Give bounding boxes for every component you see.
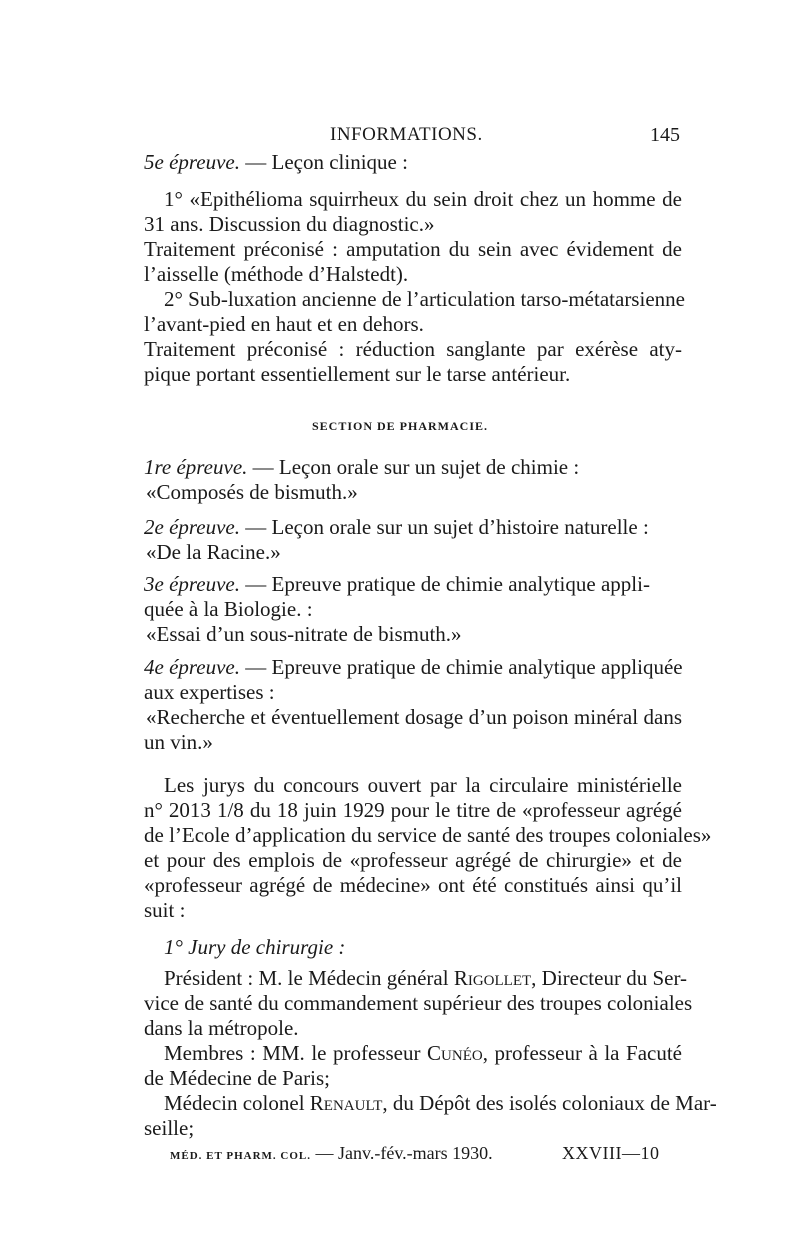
text-line: Médecin colonel Renault, du Dépôt des isolés coloniaux de Mar- [164, 1091, 717, 1115]
footer-journal: MÉD. ET PHARM. COL. — Janv.-fév.-mars 1930. [170, 1143, 493, 1163]
person-name: Renault [309, 1091, 383, 1115]
text-line: Traitement préconisé : amputation du sein avec évidement de [144, 237, 682, 261]
text-line: quée à la Biologie. : [144, 597, 313, 621]
epreuve-label: 5e épreuve. [144, 150, 240, 174]
section-title: SECTION DE PHARMACIE. [311, 419, 488, 433]
text-line: vice de santé du commandement supérieur des troupes coloniales [144, 991, 693, 1015]
text-line: Membres : MM. le professeur Cunéo, professeur à la Facuté [164, 1041, 682, 1065]
text-line: 1° «Epithélioma squirrheux du sein droit chez un homme de [164, 187, 682, 211]
page-number: 145 [650, 124, 680, 146]
text-line: 31 ans. Discussion du diagnostic.» [144, 212, 435, 236]
text-line: Les jurys du concours ouvert par la circulaire ministérielle [164, 773, 682, 797]
text-line: Traitement préconisé : réduction sanglante par exérèse aty- [144, 337, 682, 361]
jury-heading: 1° Jury de chirurgie : [164, 935, 346, 959]
quote-line: un vin.» [144, 730, 213, 754]
epreuve-label: 3e épreuve. [144, 572, 240, 596]
person-name: Cunéo [427, 1041, 483, 1065]
text-line: aux expertises : [144, 680, 275, 704]
text-line: seille; [144, 1116, 195, 1140]
epreuve-label: 4e épreuve. [144, 655, 240, 679]
quote-line: «Recherche et éventuellement dosage d’un poison minéral dans [146, 705, 682, 729]
text-line: Président : M. le Médecin général Rigollet, Directeur du Ser- [164, 966, 688, 990]
text-line: «professeur agrégé de médecine» ont été constitués ainsi qu’il [144, 873, 682, 897]
epreuve-5-heading: 5e épreuve. — Leçon clinique : [144, 150, 408, 174]
quote-line: «De la Racine.» [146, 540, 281, 564]
text-line: de l’Ecole d’application du service de santé des troupes coloniales» [144, 823, 712, 847]
running-header-title: INFORMATIONS. [330, 124, 483, 145]
text-line: suit : [144, 898, 186, 922]
text-line: l’aisselle (méthode d’Halstedt). [144, 262, 409, 286]
epreuve-4-heading: 4e épreuve. — Epreuve pratique de chimie analytique appliquée [144, 655, 683, 679]
person-name: Rigollet [453, 966, 532, 990]
quote-line: «Composés de bismuth.» [146, 480, 358, 504]
text-line: l’avant-pied en haut et en dehors. [144, 312, 424, 336]
footer-signature: XXVIII—10 [562, 1143, 660, 1163]
text-line: n° 2013 1/8 du 18 juin 1929 pour le titre de «professeur agrégé [144, 798, 682, 822]
epreuve-label: 2e épreuve. [144, 515, 240, 539]
text-line: et pour des emplois de «professeur agrégé de chirurgie» et de [144, 848, 682, 872]
epreuve-3-heading: 3e épreuve. — Epreuve pratique de chimie analytique appli- [144, 572, 650, 596]
text-line: dans la métropole. [144, 1016, 299, 1040]
text-line: pique portant essentiellement sur le tarse antérieur. [144, 362, 571, 386]
epreuve-2-heading: 2e épreuve. — Leçon orale sur un sujet d’histoire naturelle : [144, 515, 649, 539]
epreuve-1-heading: 1re épreuve. — Leçon orale sur un sujet de chimie : [144, 455, 580, 479]
text-line: 2° Sub-luxation ancienne de l’articulation tarso-métatarsienne [164, 287, 685, 311]
text-line: de Médecine de Paris; [144, 1066, 331, 1090]
epreuve-label: 1re épreuve. [144, 455, 248, 479]
quote-line: «Essai d’un sous-nitrate de bismuth.» [146, 622, 462, 646]
